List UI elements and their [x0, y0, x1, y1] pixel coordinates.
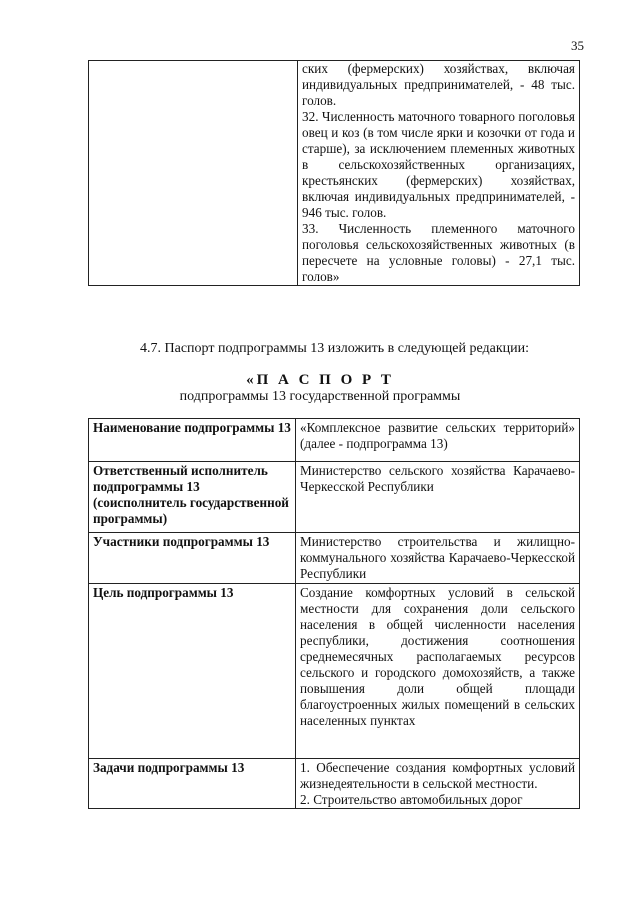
- empty-cell: [89, 61, 298, 286]
- row-value: Создание комфортных условий в сельской местности для сохранения доли сельского населения в общей численности населения республики, достижения соотношения среднемесячных располагаемых ресурсов сельского и городского домохозяйств, а также повышения доли общей площади благоустроенных жилых помещений в сельских населенных пунктах: [296, 584, 580, 759]
- task-line: 1. Обеспечение создания комфортных условий жизнедеятельности в сельской местности.: [300, 760, 575, 791]
- table-row: [89, 584, 580, 759]
- row-label: Ответственный исполнитель подпрограммы 13 (соисполнитель государственной программы): [89, 462, 296, 533]
- passport-table: [88, 418, 580, 809]
- table-row: [89, 462, 580, 533]
- row-value: [296, 759, 580, 809]
- passport-title: «П А С П О Р Т: [246, 372, 394, 388]
- indicator-paragraph: ских (фермерских) хозяйствах, включая индивидуальных предпринимателей, - 48 тыс. голов.: [302, 61, 575, 108]
- continued-table: [88, 60, 580, 286]
- page-number: 35: [571, 38, 584, 53]
- row-value: «Комплексное развитие сельских территорий» (далее - подпрограмма 13): [296, 419, 580, 462]
- table-row: [89, 759, 580, 809]
- table-row: [89, 419, 580, 462]
- table-row: [89, 61, 580, 286]
- table-row: [89, 533, 580, 584]
- row-label: Задачи подпрограммы 13: [89, 759, 296, 809]
- passport-subtitle: подпрограммы 13 государственной программы: [179, 389, 461, 404]
- task-line: 2. Строительство автомобильных дорог: [300, 792, 523, 807]
- row-label: Наименование подпрограммы 13: [89, 419, 296, 462]
- row-label: Участники подпрограммы 13: [89, 533, 296, 584]
- row-label: Цель подпрограммы 13: [89, 584, 296, 759]
- indicator-paragraph: 32. Численность маточного товарного поголовья овец и коз (в том числе ярки и козочки от года и старше), за исключением племенных животных в сельскохозяйственных организациях, крестьянских (фермерских) хозяйствах, включая индивидуальных предпринимателей, - 946 тыс. голов.: [302, 109, 575, 220]
- indicator-paragraph: 33. Численность племенного маточного поголовья сельскохозяйственных животных (в пересчете на условные головы) - 27,1 тыс. голов»: [302, 221, 575, 284]
- indicators-cell: [298, 61, 580, 286]
- instruction-text: 4.7. Паспорт подпрограммы 13 изложить в следующей редакции:: [140, 341, 530, 356]
- row-value: Министерство сельского хозяйства Карачаево-Черкесской Республики: [296, 462, 580, 533]
- row-value: Министерство строительства и жилищно-коммунального хозяйства Карачаево-Черкесской Республики: [296, 533, 580, 584]
